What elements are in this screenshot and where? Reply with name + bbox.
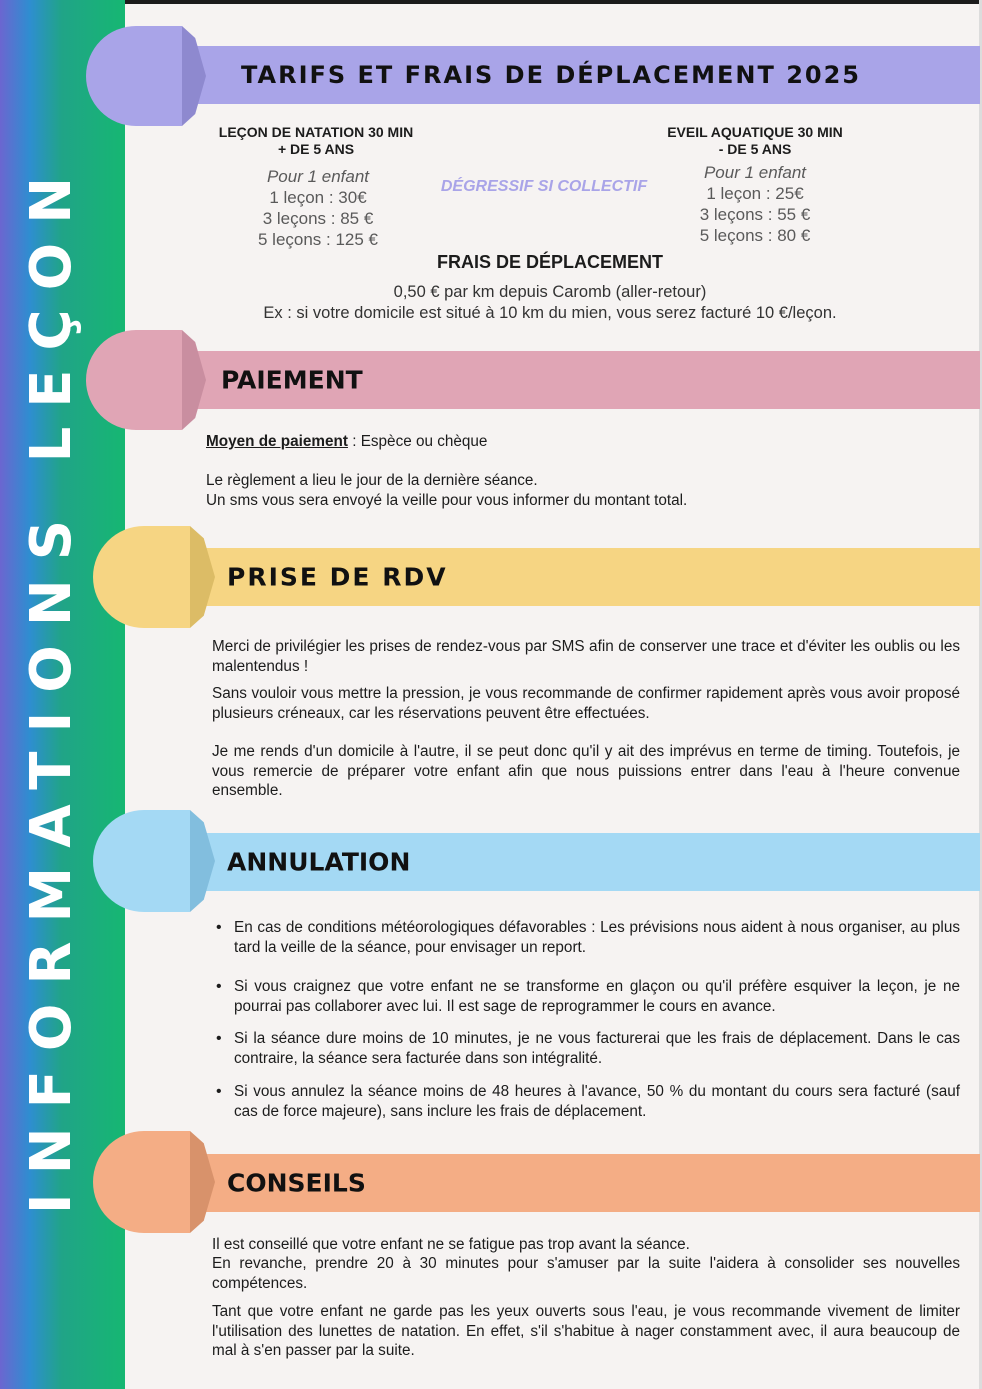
eveil-heading <box>635 124 875 158</box>
eveil-per-child: Pour 1 enfant <box>703 163 807 182</box>
degressif-note: DÉGRESSIF SI COLLECTIF <box>440 178 648 195</box>
conseils-title: CONSEILS <box>227 1168 366 1198</box>
paiement-title: PAIEMENT <box>221 365 363 395</box>
natation-heading <box>196 124 436 158</box>
eveil-price-1: 1 leçon : 25€ <box>706 184 804 203</box>
natation-price-3: 3 leçons : 85 € <box>262 209 374 228</box>
annulation-item-48h: • Si vous annulez la séance moins de 48 heures à l'avance, 50 % du montant du cours sera facturé (sauf cas de force majeure), sans inclure les frais de déplacement. <box>212 1082 960 1122</box>
natation-heading-line1: LEÇON DE NATATION 30 MIN <box>218 124 414 140</box>
tarifs-header-band <box>150 46 980 104</box>
annulation-title: ANNULATION <box>227 847 411 877</box>
sidebar-title: INFORMATIONS LEÇON <box>19 157 84 1215</box>
conseils-header-band <box>150 1154 980 1212</box>
paiement-header-band <box>150 351 980 409</box>
conseils-header-cap <box>93 1131 215 1233</box>
annulation-item-duree: • Si la séance dure moins de 10 minutes, je ne vous facturerai que les frais de déplacement. Dans le cas contraire, la séance sera facturée dans son intégralité. <box>212 1029 960 1069</box>
eveil-prices <box>655 162 855 246</box>
eveil-price-3: 3 leçons : 55 € <box>699 205 811 224</box>
paiement-moyen-label: Moyen de paiement <box>206 433 348 450</box>
frais-rate: 0,50 € par km depuis Caromb (aller-retour) <box>393 283 707 301</box>
eveil-price-5: 5 leçons : 80 € <box>699 226 811 245</box>
rdv-header-cap <box>93 526 215 628</box>
annulation-header-cap <box>93 810 215 912</box>
rdv-paragraph-3: Je me rends d'un domicile à l'autre, il se peut donc qu'il y ait des imprévus en terme de timing. Toutefois, je vous remercie de préparer votre enfant afin que nous puissions entrer dans l'eau à l'heure convenue ensemble. <box>212 743 960 799</box>
annulation-item-meteo: • En cas de conditions météorologiques défavorables : Les prévisions nous aident à nous organiser, au plus tard la veille de la séance, pour envisager un report. <box>212 918 960 958</box>
natation-per-child: Pour 1 enfant <box>266 167 370 186</box>
natation-prices <box>218 166 418 250</box>
eveil-heading-line1: EVEIL AQUATIQUE 30 MIN <box>667 124 843 140</box>
top-border <box>120 0 982 4</box>
paiement-header-cap <box>86 330 206 430</box>
tarifs-header-cap <box>86 26 206 126</box>
eveil-heading-line2: - DE 5 ANS <box>718 141 792 157</box>
rdv-header-band <box>150 548 980 606</box>
paiement-moyen-value: : Espèce ou chèque <box>347 433 488 450</box>
conseils-lunettes: Tant que votre enfant ne garde pas les yeux ouverts sous l'eau, je vous recommande vivement de limiter l'utilisation des lunettes de natation. En effet, s'il s'habitue à nager constamment avec, il aura beaucoup de mal à s'en passer par la suite. <box>212 1303 960 1359</box>
paiement-sms: Un sms vous sera envoyé la veille pour vous informer du montant total. <box>206 492 688 509</box>
natation-price-1: 1 leçon : 30€ <box>269 188 367 207</box>
annulation-list <box>212 918 960 1122</box>
natation-price-5: 5 leçons : 125 € <box>257 230 379 249</box>
tarifs-title: TARIFS ET FRAIS DE DÉPLACEMENT 2025 <box>241 61 862 89</box>
conseils-amuser: En revanche, prendre 20 à 30 minutes pour s'amuser par la suite l'aidera à consolider ses nouvelles compétences. <box>212 1255 960 1292</box>
annulation-header-band <box>150 833 980 891</box>
annulation-item-refus: • Si vous craignez que votre enfant ne se transforme en glaçon ou qu'il préfère esquiver la leçon, je ne pourrai pas collaborer avec lui. Il est sage de reprogrammer le cours en avance. <box>212 977 960 1017</box>
frais-heading: FRAIS DE DÉPLACEMENT <box>436 252 663 272</box>
natation-heading-line2: + DE 5 ANS <box>277 141 355 157</box>
rdv-paragraph-1: Merci de privilégier les prises de rendez-vous par SMS afin de conserver une trace et d'éviter les oublis ou les malentendus ! <box>212 638 960 675</box>
paiement-reglement: Le règlement a lieu le jour de la dernière séance. <box>206 472 538 489</box>
frais-example: Ex : si votre domicile est situé à 10 km du mien, vous serez facturé 10 €/leçon. <box>263 304 837 322</box>
rdv-paragraph-2: Sans vouloir vous mettre la pression, je vous recommande de confirmer rapidement après vous avoir proposé plusieurs créneaux, car les réservations peuvent être effectuées. <box>212 685 960 722</box>
conseils-fatigue: Il est conseillé que votre enfant ne se fatigue pas trop avant la séance. <box>212 1236 690 1253</box>
paiement-moyen <box>206 432 946 452</box>
rdv-title: PRISE DE RDV <box>227 562 448 592</box>
